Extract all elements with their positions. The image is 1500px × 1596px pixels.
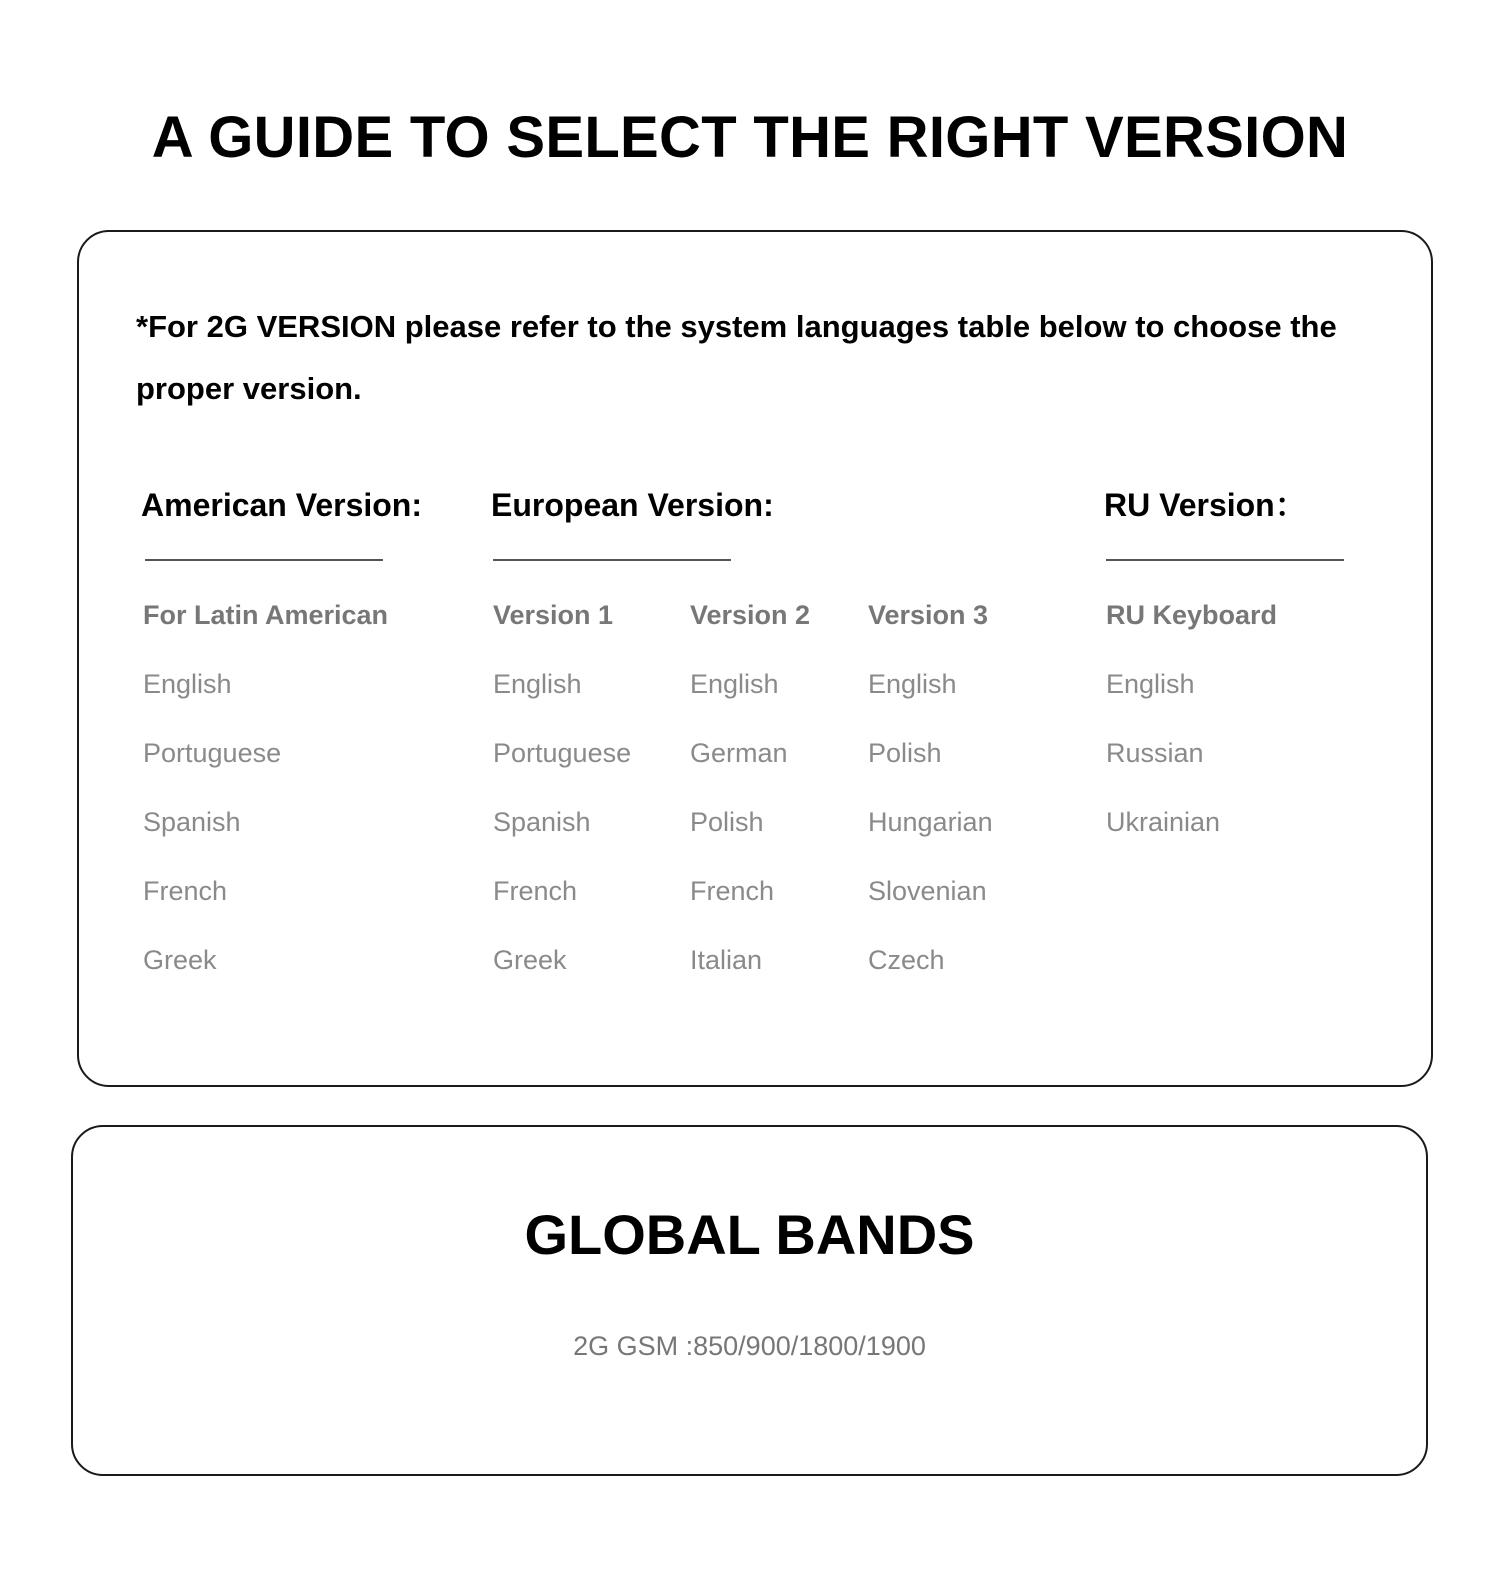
intro-note: *For 2G VERSION please refer to the system languages table below to choose the proper version.	[136, 309, 1337, 406]
language-item: English	[690, 669, 779, 699]
language-item: Polish	[690, 807, 764, 837]
ru-version-divider	[1106, 559, 1344, 561]
european-version-title: European Version:	[491, 487, 774, 523]
language-item: French	[493, 876, 578, 906]
language-item: English	[868, 669, 957, 699]
american-version-divider	[145, 559, 383, 561]
language-item: Hungarian	[868, 807, 993, 837]
american-version-title: American Version:	[141, 487, 422, 523]
european-version-divider	[493, 559, 731, 561]
language-item: Russian	[1106, 738, 1204, 768]
version-1-column-header: Version 1	[493, 600, 614, 630]
language-item: English	[1106, 669, 1195, 699]
ru-keyboard-column-header: RU Keyboard	[1106, 600, 1278, 630]
language-item: French	[690, 876, 775, 906]
global-bands-text: 2G GSM :850/900/1800/1900	[573, 1331, 926, 1361]
language-item: Italian	[690, 945, 763, 975]
language-item: Czech	[868, 945, 945, 975]
latin-american-column-header: For Latin American	[143, 600, 389, 630]
language-item: Portuguese	[143, 738, 282, 768]
page-title: A GUIDE TO SELECT THE RIGHT VERSION	[151, 105, 1349, 170]
version-2-column-header: Version 2	[690, 600, 811, 630]
version-3-column-header: Version 3	[868, 600, 989, 630]
language-item: Spanish	[143, 807, 241, 837]
language-item: German	[690, 738, 788, 768]
language-item: French	[143, 876, 228, 906]
language-item: Portuguese	[493, 738, 632, 768]
global-bands-card	[71, 1125, 1428, 1476]
language-item: Ukrainian	[1106, 807, 1221, 837]
language-item: Greek	[493, 945, 567, 975]
language-item: Polish	[868, 738, 942, 768]
language-item: English	[143, 669, 232, 699]
language-item: English	[493, 669, 582, 699]
language-item: Greek	[143, 945, 217, 975]
language-item: Spanish	[493, 807, 591, 837]
language-item: Slovenian	[868, 876, 987, 906]
global-bands-title: GLOBAL BANDS	[524, 1203, 975, 1266]
ru-version-title: RU Version：	[1104, 487, 1307, 523]
